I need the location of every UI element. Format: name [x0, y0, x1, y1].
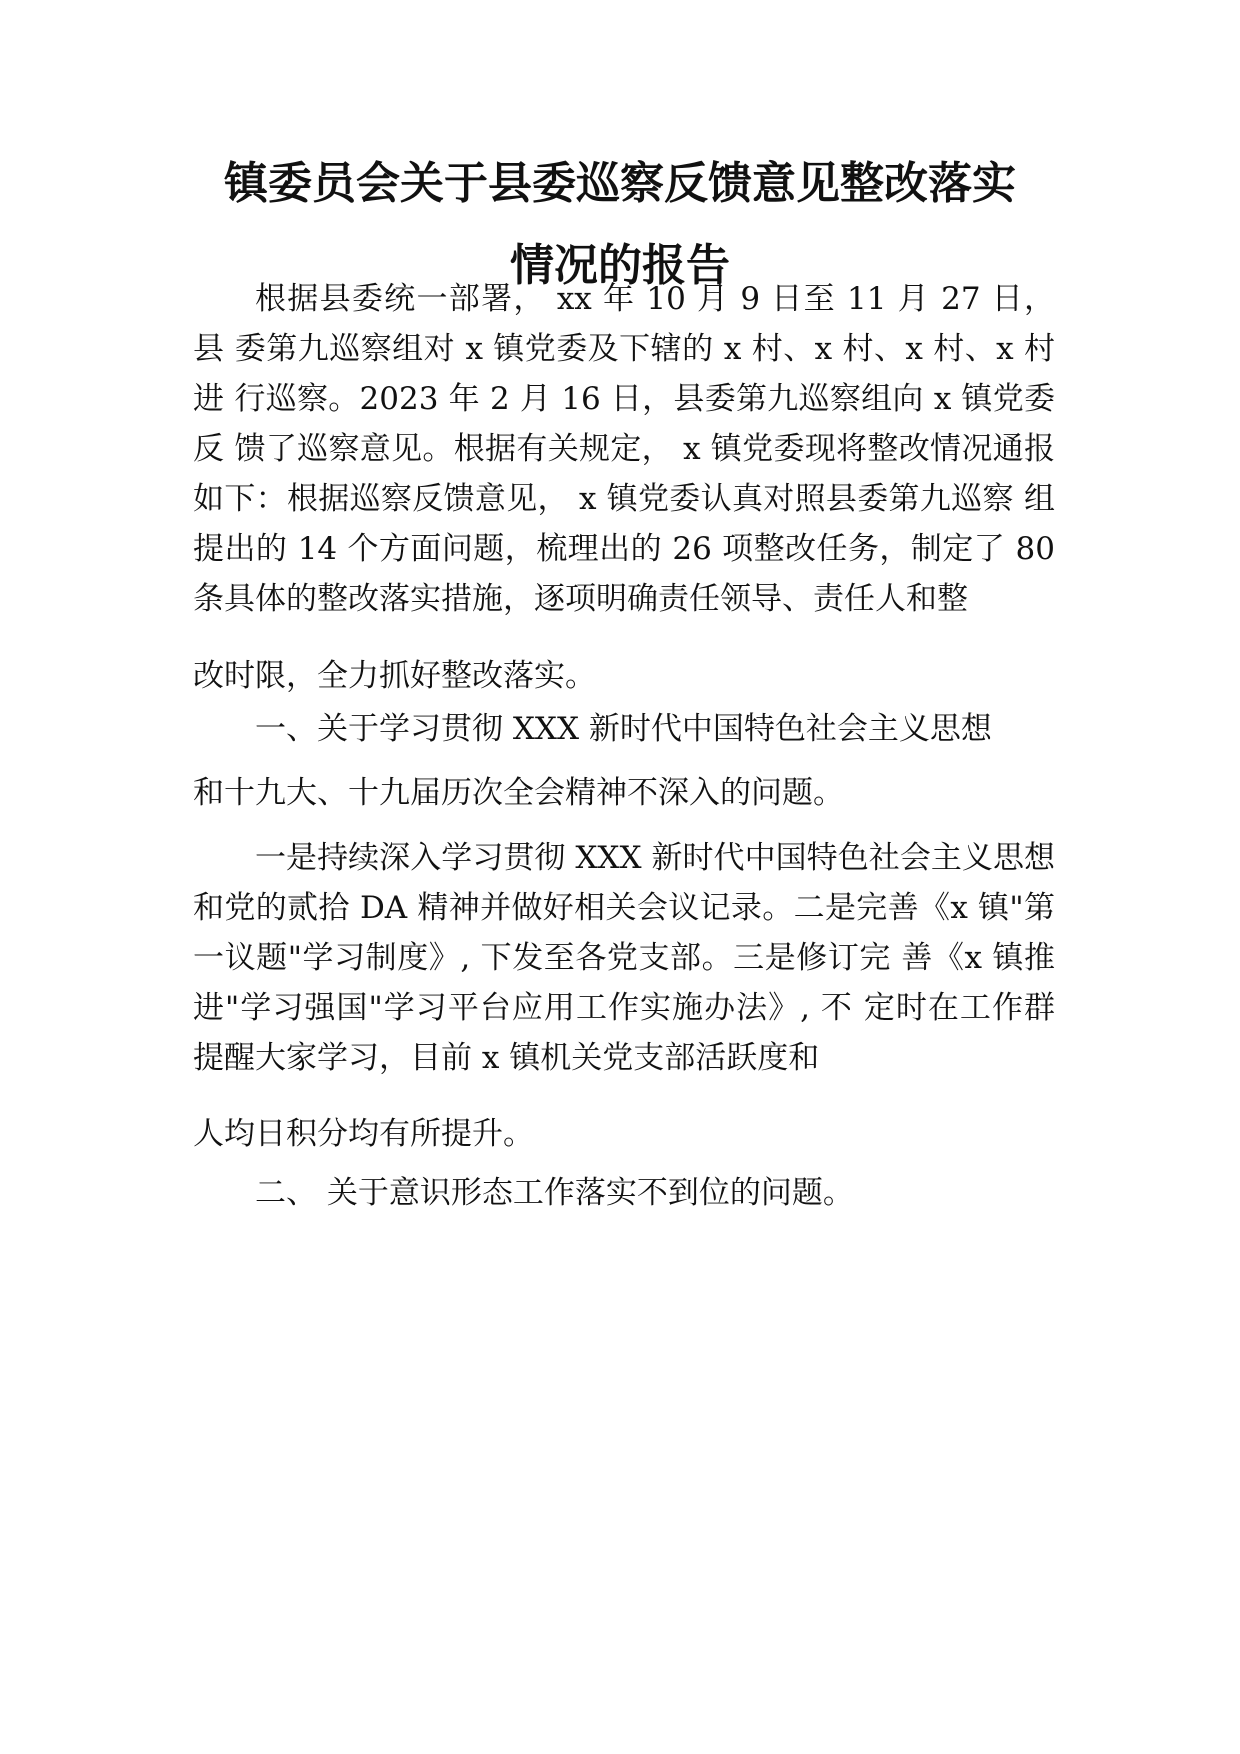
document-title-line-2: 情况的报告 [510, 240, 730, 291]
document-title-line-1: 镇委员会关于县委巡察反馈意见整改落实 [224, 158, 1016, 209]
paragraph-intro-continued: 改时限，全力抓好整改落实。 [193, 658, 596, 694]
paragraph-section-1-body-continued: 人均日积分均有所提升。 [193, 1116, 534, 1152]
paragraph-section-1-body: 一是持续深入学习贯彻 XXX 新时代中国特色社会主义思想和党的贰拾 DA 精神并做好相关会议记录。二是完善《x 镇"第一议题"学习制度》, 下发至各党支部。三是修订完 善《x 镇推进"学习强国"学习平台应用工作实施办法》, 不 定时在工作群提醒大家学习，目前 x 镇机关党支部活跃度和 [193, 840, 1055, 1076]
section-heading-1-continued: 和十九大、十九届历次全会精神不深入的问题。 [193, 775, 844, 811]
paragraph-intro: 根据县委统一部署， xx 年 10 月 9 日至 11 月 27 日， 县 委第九巡察组对 x 镇党委及下辖的 x 村、x 村、x 村、x 村进 行巡察。2023 年 2 月 16 日，县委第九巡察组向 x 镇党委反 馈了巡察意见。根据有关规定， x 镇党委现将整改情况通报 如下：根据巡察反馈意见， x 镇党委认真对照县委第九巡察 组提出的 14 个方面问题，梳理出的 26 项整改任务，制定了 80 条具体的整改落实措施，逐项明确责任领导、责任人和整 [193, 281, 1055, 617]
section-heading-1: 一、关于学习贯彻 XXX 新时代中国特色社会主义思想 [255, 711, 992, 747]
section-heading-2: 二、 关于意识形态工作落实不到位的问题。 [255, 1175, 854, 1211]
